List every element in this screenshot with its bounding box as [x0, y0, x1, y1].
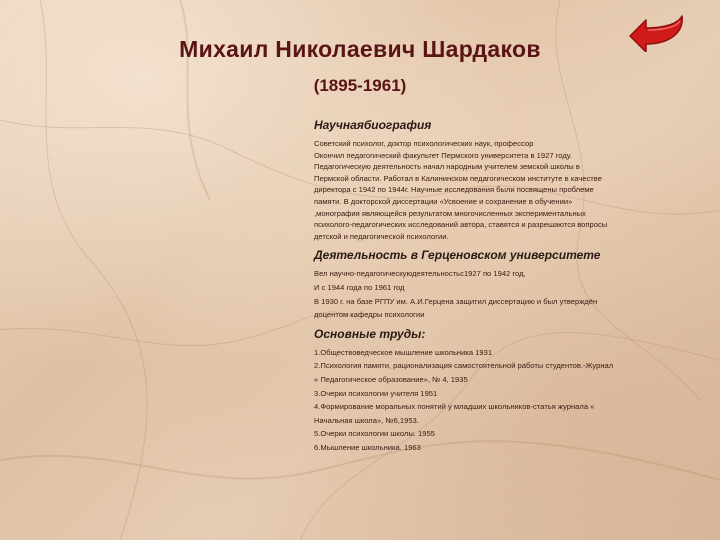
life-years: (1895-1961): [313, 76, 407, 95]
scientific-biography-section: [314, 118, 686, 242]
work-item: « Педагогическое образование», № 4, 1935: [314, 374, 468, 384]
main-works-section: [314, 327, 686, 454]
text-line: ,монография являющейся результатом многочисленных экспериментальных: [314, 208, 586, 218]
work-item: 4.Формирование моральных понятий у младших школьников-статья журнала «: [314, 402, 595, 412]
work-item: 6.Мышление школьника. 1963: [314, 442, 421, 452]
text-line: В 1930 г. на базе РГПУ им. А.И.Герцена защитил диссертацию и был утверждён: [314, 296, 598, 306]
herzen-university-section: [314, 248, 686, 320]
text-line: доцентом кафедры психологии: [314, 310, 425, 320]
text-line: психолого-педагогических исследований автора, ставятся и разрешаются вопросы: [314, 220, 608, 230]
text-line: Пермской области. Работал в Калининском педагогическом институте в качестве: [314, 173, 602, 183]
work-item: 1.Обществоведческое мышление школьника 1931: [314, 347, 493, 357]
text-line: директора с 1942 по 1944г. Научные исследования были посвящены проблеме: [314, 185, 594, 195]
back-button[interactable]: [624, 10, 688, 52]
work-item: Начальная школа», №6,1953.: [314, 415, 419, 425]
curved-back-arrow-icon: [624, 10, 688, 52]
text-line: памяти. В докторской диссертации «Усвоение и сохранение в обучении»: [314, 196, 573, 206]
text-line: И с 1944 года по 1961 год: [314, 282, 405, 292]
page-title: Михаил Николаевич Шардаков: [179, 36, 541, 62]
work-item: 2.Психология памяти, рационализация самостоятельной работы студентов.-Журнал: [314, 361, 614, 371]
text-line: Советский психолог, доктор психологических наук, профессор: [314, 139, 534, 148]
text-line: Вел научно-педагогическуюдеятельностьс1927 по 1942 год,: [314, 269, 526, 279]
text-line: детской и педагогической психологии.: [314, 231, 449, 241]
biography-content: [314, 118, 686, 459]
section-heading: Деятельность в Герценовском университете: [314, 248, 601, 263]
text-line: Окончил педагогический факультет Пермского университета в 1927 году.: [314, 150, 572, 160]
work-item: 3.Очерки психологии учителя 1951: [314, 388, 438, 398]
work-item: 5.Очерки психологии школы. 1955: [314, 429, 435, 439]
text-line: Педагогическую деятельность начал народным учителем земской школы в: [314, 162, 580, 172]
biography-text: [314, 138, 686, 242]
section-heading: Научнаябиография: [314, 118, 432, 132]
section-heading: Основные труды:: [314, 326, 426, 341]
